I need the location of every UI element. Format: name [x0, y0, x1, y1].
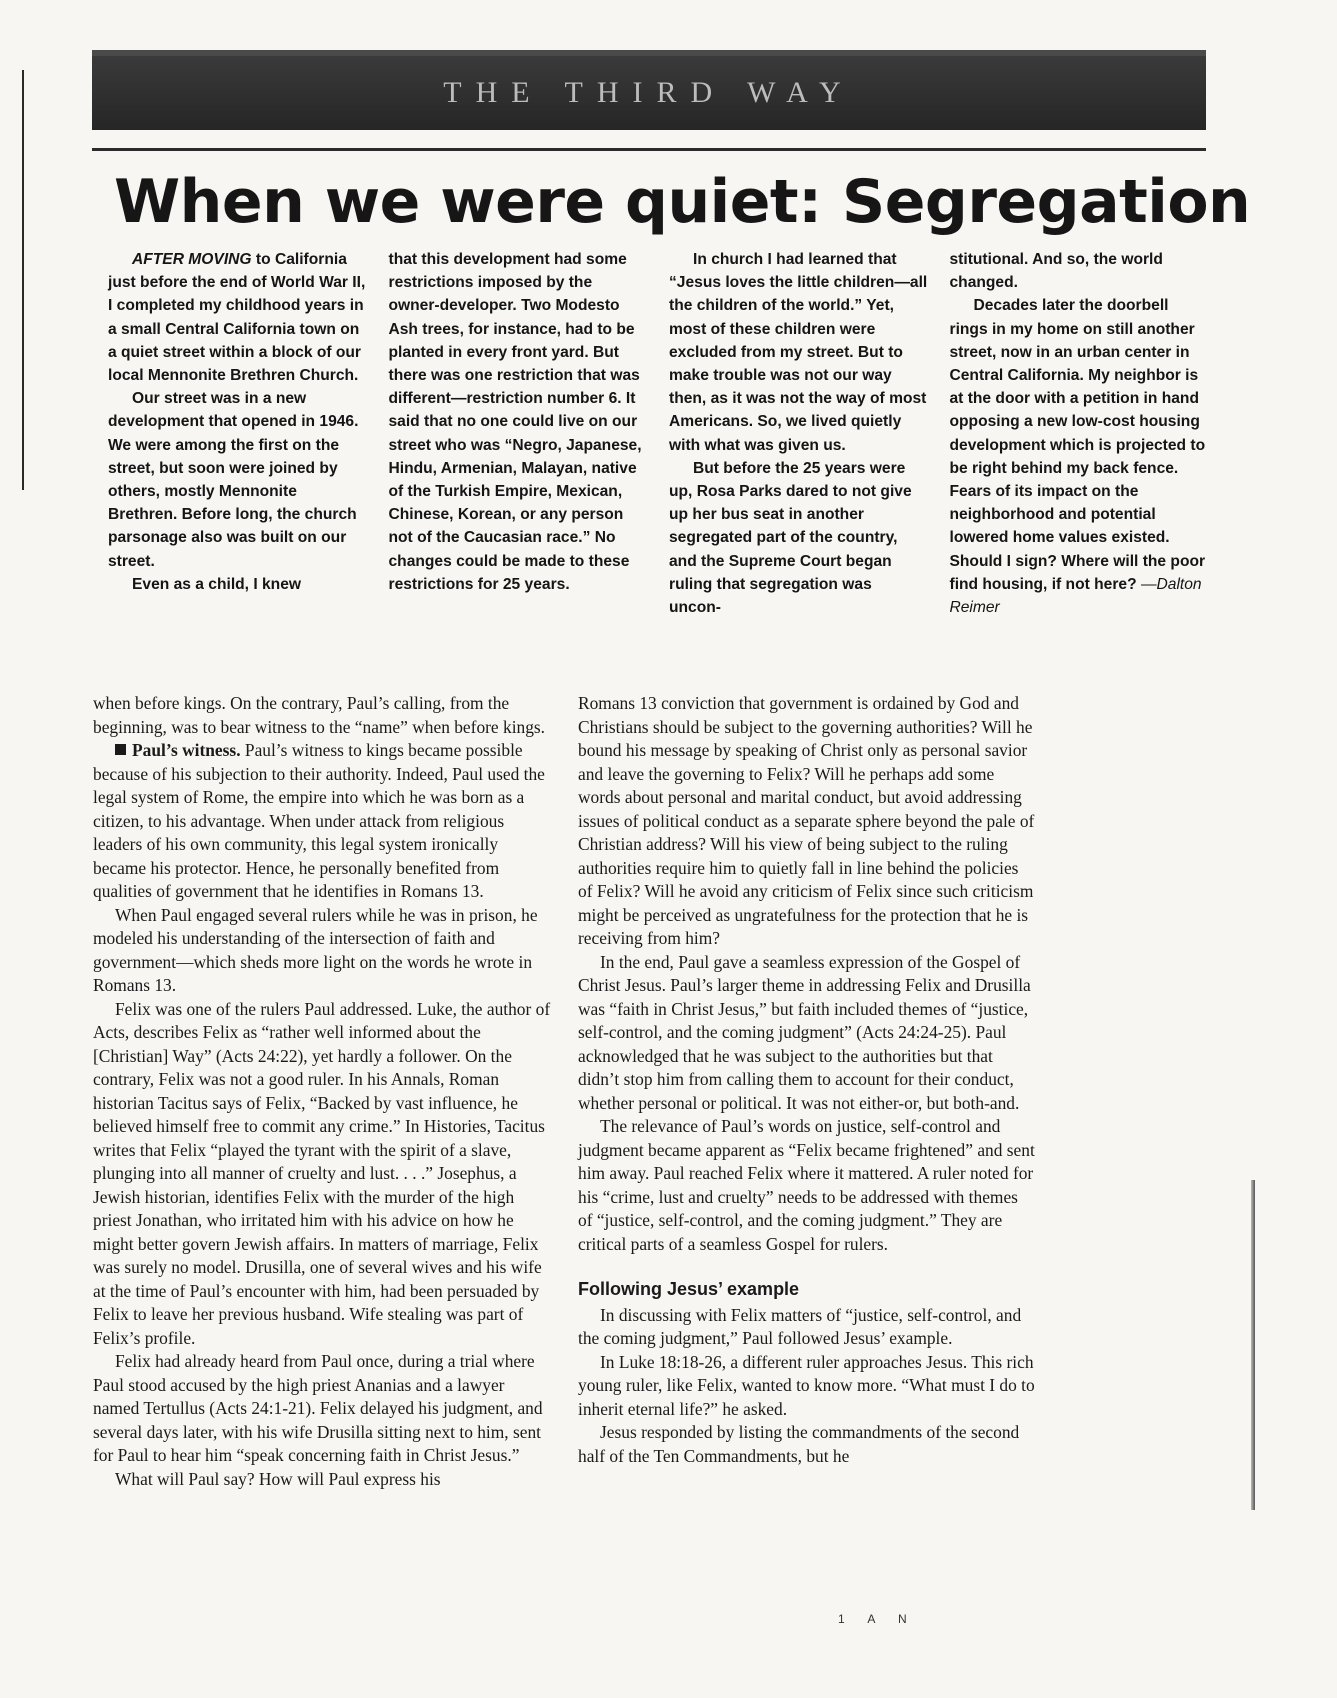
sidebar-column-2	[389, 248, 648, 673]
sidebar-paragraph: But before the 25 years were up, Rosa Parks dared to not give up her bus seat in another segregated part of the country, and the Supreme Court began ruling that segregation was uncon-	[669, 459, 912, 617]
sidebar-paragraph: Our street was in a new development that opened in 1946. We were among the first on the street, but soon were joined by others, mostly Mennonite Brethren. Before long, the church parsonage also was built on our street.	[108, 390, 359, 570]
sidebar-paragraph: Even as a child, I knew	[132, 575, 302, 593]
paragraph-text: Paul’s witness to kings became possible because of his subjection to their authority. Indeed, Paul used the legal system of Rome, the empire into which he was born as a citizen, to his advantage. When under attack from religious leaders of his own community, this legal system ironically became his protector. Hence, he personally benefited from qualities of government that he identifies in Romans 13.	[93, 740, 545, 901]
section-banner	[92, 50, 1206, 130]
paragraph-text: to California just before the end of World War II, I completed my childhood years in a small Central California town on a quiet street within a block of our local Mennonite Brethren Church.	[108, 251, 366, 385]
sidebar-paragraph	[950, 294, 1209, 619]
lead-in: AFTER MOVING	[132, 251, 252, 268]
run-in-heading: Paul’s witness.	[132, 740, 241, 760]
article-paragraph: The relevance of Paul’s words on justice, self-control and judgment became apparent as “Felix became frightened” and sent him away. Paul reached Felix where it mattered. A ruler noted for his “crime, lust and cruelty” needs to be addressed with themes of “justice, self-control, and the coming judgment.” They are critical parts of a seamless Gospel for rulers.	[578, 1116, 1035, 1254]
author-signature: —Dalton Reimer	[949, 575, 1202, 617]
article-column-left	[93, 692, 551, 1491]
page-footer-mark: 1 A N	[838, 1612, 917, 1626]
square-bullet-icon	[115, 744, 126, 755]
article-column-right	[578, 692, 1036, 1468]
sidebar-paragraph	[108, 248, 367, 387]
article-paragraph: What will Paul say? How will Paul express his	[115, 1468, 441, 1489]
sidebar-story	[108, 248, 1208, 673]
article-paragraph: Romans 13 conviction that government is ordained by God and Christians should be subject to the governing authorities? Will he bound his message by speaking of Christ only as personal savior and leave the governing to Felix? Will he perhaps add some words about personal and marital conduct, but avoid addressing issues of political conduct as a separate sphere beyond the pale of Christian address? Will his view of being subject to the ruling authorities require him to quietly fall in line behind the policies of Felix? Will he avoid any criticism of Felix since such criticism might be perceived as ungratefulness for the protection that he is receiving from him?	[578, 693, 1035, 948]
page-title: When we were quiet: Segregation	[114, 167, 1251, 237]
article-paragraph: when before kings. On the contrary, Paul’s calling, from the beginning, was to bear witness to the “name” when before kings.	[93, 693, 546, 737]
scan-edge-left	[22, 70, 24, 490]
sidebar-column-3	[669, 248, 928, 673]
scan-edge-right	[1251, 1180, 1255, 1510]
header-rule	[92, 148, 1206, 151]
article-paragraph: In discussing with Felix matters of “justice, self-control, and the coming judgment,” Paul followed Jesus’ example.	[578, 1304, 1022, 1348]
sidebar-column-4	[950, 248, 1209, 673]
paragraph-text: Decades later the doorbell rings in my home on still another street, now in an urban center in Central California. My neighbor is at the door with a petition in hand opposing a new low-cost housing development which is projected to be right behind my back fence. Fears of its impact on the neighborhood and potential lowered home values existed. Should I sign? Where will the poor find housing, if not here?	[949, 297, 1206, 593]
article-paragraph: When Paul engaged several rulers while he was in prison, he modeled his understanding of the intersection of faith and government—which sheds more light on the words he wrote in Romans 13.	[93, 904, 538, 995]
banner-title: THE THIRD WAY	[443, 76, 855, 109]
sidebar-paragraph: stitutional. And so, the world changed.	[949, 251, 1163, 292]
sidebar-paragraph: that this development had some restrictions imposed by the owner-developer. Two Modesto Ash trees, for instance, had to be planted in every front yard. But there was one restriction that was different—restriction number 6. It said that no one could live on our street who was “Negro, Japanese, Hindu, Armenian, Malayan, native of the Turkish Empire, Mexican, Chinese, Korean, or any person not of the Caucasian race.” No changes could be made to these restrictions for 25 years.	[388, 251, 642, 593]
article-paragraph: In the end, Paul gave a seamless expression of the Gospel of Christ Jesus. Paul’s larger theme in addressing Felix and Drusilla was “faith in Christ Jesus,” but faith included themes of “justice, self-control, and the coming judgment” (Acts 24:24-25). Paul acknowledged that he was subject to the authorities but that didn’t stop him from calling them to account for their conduct, whether personal or political. It was not either-or, but both-and.	[578, 951, 1031, 1113]
article-paragraph: Felix was one of the rulers Paul addressed. Luke, the author of Acts, describes Felix as “rather well informed about the [Christian] Way” (Acts 24:22), yet hardly a follower. On the contrary, Felix was not a good ruler. In his Annals, Roman historian Tacitus says of Felix, “Backed by vast influence, he believed himself free to commit any crime.” In Histories, Tacitus writes that Felix “played the tyrant with the spirit of a slave, plunging into all manner of cruelty and lust. . . .” Josephus, a Jewish historian, identifies Felix with the murder of the high priest Jonathan, who irritated him with his advice on how he might better govern Jewish affairs. In matters of marriage, Felix was surely no model. Drusilla, one of several wives and his wife at the time of Paul’s encounter with him, had been persuaded by Felix to leave her previous husband. Wife stealing was part of Felix’s profile.	[93, 998, 551, 1348]
article-paragraph: Jesus responded by listing the commandments of the second half of the Ten Commandments, but he	[578, 1422, 1020, 1466]
article-paragraph: Felix had already heard from Paul once, during a trial where Paul stood accused by the high priest Ananias and a lawyer named Tertullus (Acts 24:1-21). Felix delayed his judgment, and several days later, with his wife Drusilla sitting next to him, sent for Paul to hear him “speak concerning faith in Christ Jesus.”	[93, 1351, 543, 1465]
article-paragraph	[93, 739, 551, 904]
sidebar-column-1	[108, 248, 367, 673]
sidebar-paragraph: In church I had learned that “Jesus loves the little children—all the children of the world.” Yet, most of these children were excluded from my street. But to make trouble was not our way then, as it was not the way of most Americans. So, we lived quietly with what was given us.	[669, 251, 928, 454]
section-subheading: Following Jesus’ example	[578, 1279, 800, 1299]
article-paragraph: In Luke 18:18-26, a different ruler approaches Jesus. This rich young ruler, like Felix, wanted to know more. “What must I do to inherit eternal life?” he asked.	[578, 1351, 1035, 1419]
